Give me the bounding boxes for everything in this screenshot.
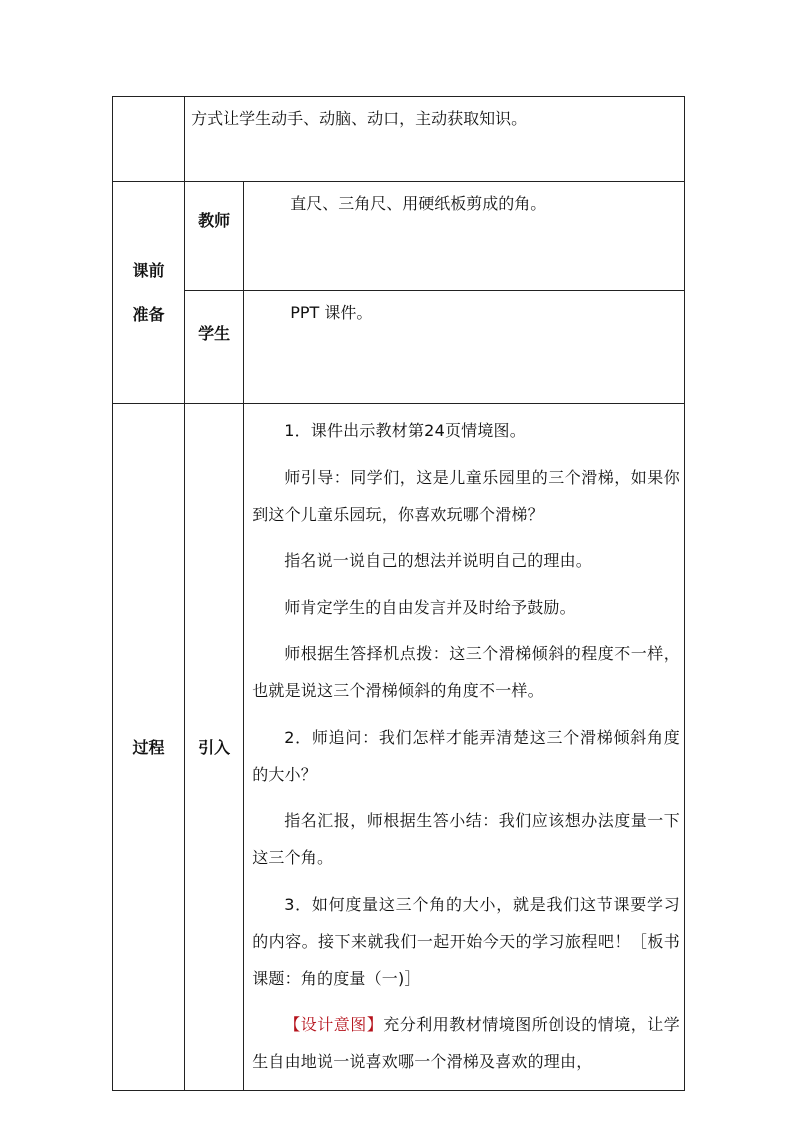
student-materials-cell	[244, 291, 685, 404]
teacher-materials: 直尺、三角尺、用硬纸板剪成的角。	[290, 194, 547, 213]
table-row-teacher	[113, 182, 685, 291]
preparation-label-line2: 准备	[132, 304, 165, 324]
empty-label-cell	[113, 97, 185, 182]
teacher-label: 教师	[185, 182, 244, 291]
process-label: 过程	[113, 404, 185, 1091]
continuation-cell	[185, 97, 685, 182]
design-intent-text: 充分利用教材情境图所创设的情境，让学生自由地说一说喜欢哪一个滑梯及喜欢的理由，	[252, 1015, 680, 1071]
process-paragraph: 指名汇报，师根据生答小结：我们应该想办法度量一下这三个角。	[252, 811, 680, 867]
table-row-continuation	[113, 97, 685, 182]
process-content	[244, 404, 684, 1080]
continuation-text: 方式让学生动手、动脑、动口，主动获取知识。	[191, 109, 528, 128]
process-paragraph: 3．如何度量这三个角的大小，就是我们这节课要学习的内容。接下来就我们一起开始今天的学习旅程吧！［板书课题：角的度量（一)］	[252, 894, 680, 988]
lesson-plan-table	[112, 96, 685, 1091]
preparation-label-line1: 课前	[132, 260, 165, 280]
student-materials: PPT 课件。	[290, 303, 373, 322]
table-row-student	[113, 291, 685, 404]
process-paragraph: 指名说一说自己的想法并说明自己的理由。	[284, 551, 593, 570]
design-intent-tag: 【设计意图】	[284, 1015, 384, 1034]
teacher-materials-cell	[244, 182, 685, 291]
process-paragraph: 2．师追问：我们怎样才能弄清楚这三个滑梯倾斜角度的大小？	[252, 727, 680, 784]
process-paragraph: 师根据生答择机点拨：这三个滑梯倾斜的程度不一样，也就是说这三个滑梯倾斜的角度不一样。	[252, 644, 680, 700]
process-paragraph: 1．课件出示教材第24页情境图。	[284, 421, 526, 440]
preparation-label	[113, 182, 185, 404]
intro-label: 引入	[185, 404, 244, 1091]
process-content-cell	[244, 404, 685, 1091]
design-intent-paragraph	[252, 1006, 680, 1080]
process-paragraph: 师肯定学生的自由发言并及时给予鼓励。	[284, 597, 576, 617]
process-paragraph: 师引导：同学们，这是儿童乐园里的三个滑梯，如果你到这个儿童乐园玩，你喜欢玩哪个滑梯？	[252, 467, 680, 524]
student-label: 学生	[185, 291, 244, 404]
table-row-process	[113, 404, 685, 1091]
